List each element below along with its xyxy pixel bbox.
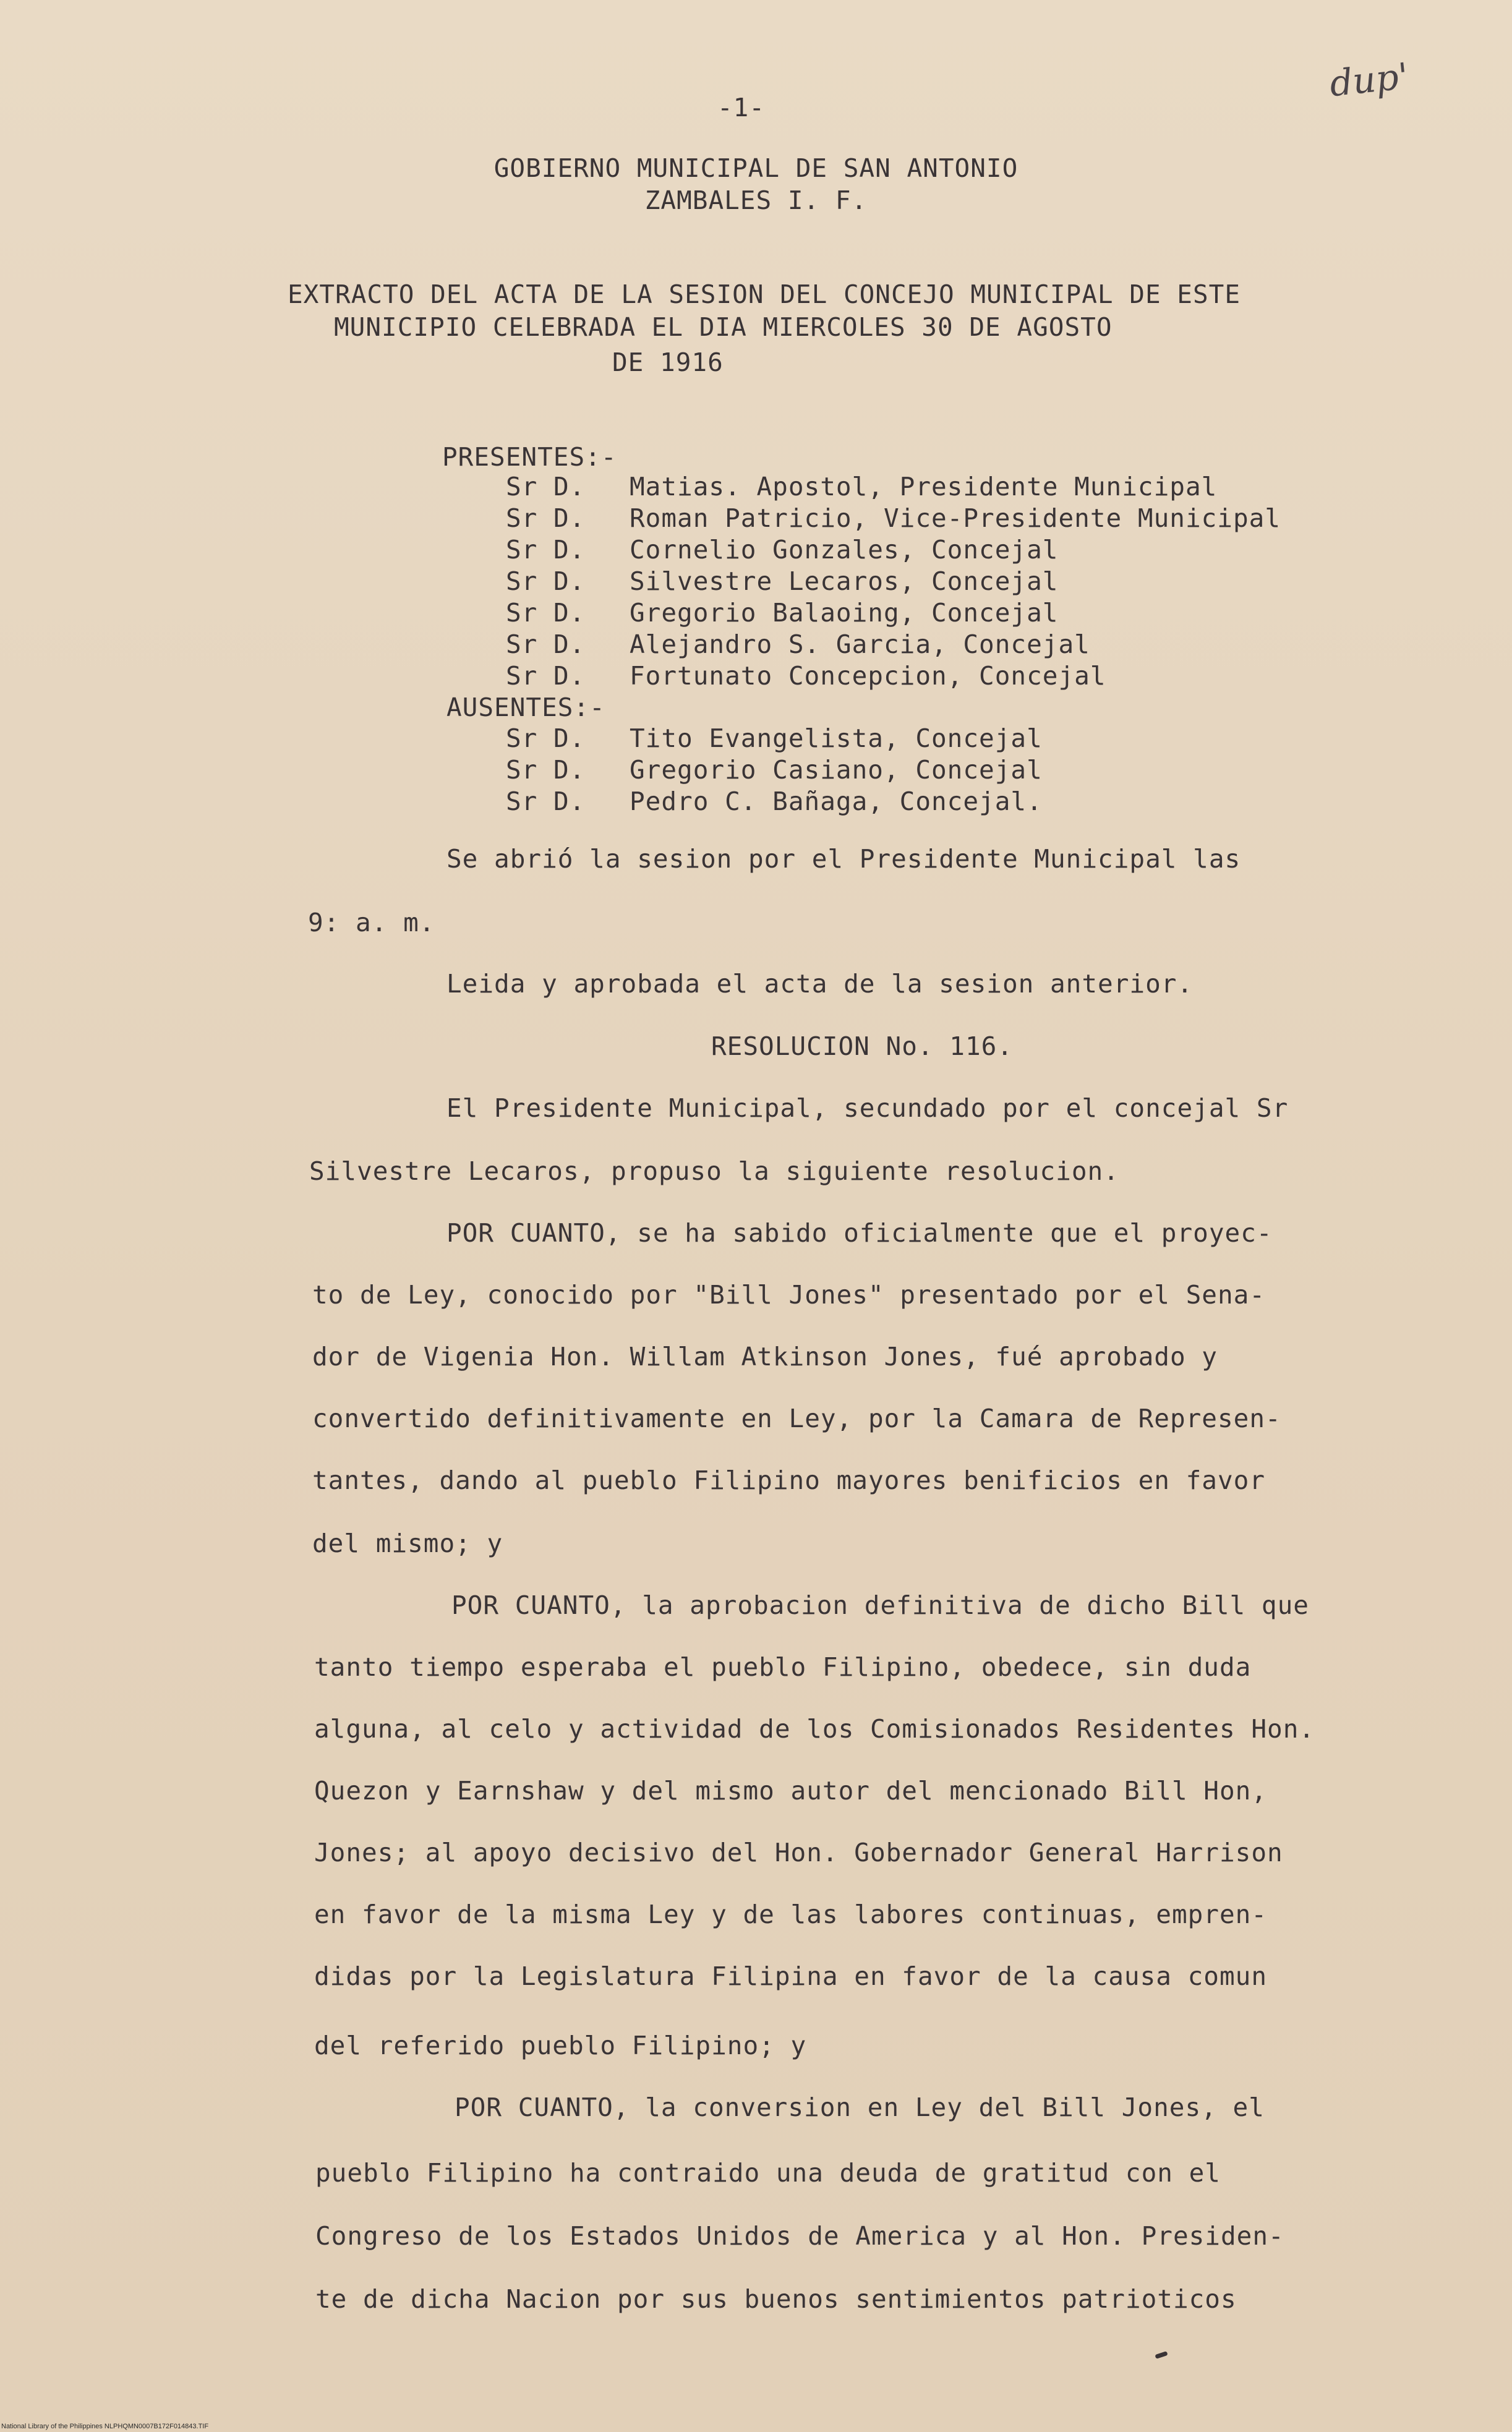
title-line-3: DE 1916 [612,348,724,377]
present-heading: PRESENTES:- [442,442,617,472]
body-line: del referido pueblo Filipino; y [314,2031,807,2060]
body-line: POR CUANTO, se ha sabido oficialmente que el proyec- [446,1218,1273,1248]
body-line: POR CUANTO, la aprobacion definitiva de dicho Bill que [451,1590,1309,1620]
attendee-entry: Fortunato Concepcion, Concejal [630,661,1106,691]
attendee-title: Sr D. [506,661,586,691]
body-line: convertido definitivamente en Ley, por la Camara de Represen- [312,1404,1281,1433]
attendee-entry: Matias. Apostol, Presidente Municipal [630,472,1218,501]
body-line: POR CUANTO, la conversion en Ley del Bill Jones, el [455,2093,1265,2122]
body-line: didas por la Legislatura Filipina en favor de la causa comun [314,1961,1268,1991]
body-line: Quezon y Earnshaw y del mismo autor del mencionado Bill Hon, [314,1776,1268,1806]
archive-footer: National Library of the Philippines NLPHQMN0007B172F014843.TIF [1,2423,209,2430]
attendee-title: Sr D. [506,472,586,501]
title-line-2: MUNICIPIO CELEBRADA EL DIA MIERCOLES 30 DE AGOSTO [334,312,1113,342]
body-line: del mismo; y [312,1529,503,1558]
attendee-entry: Silvestre Lecaros, Concejal [630,566,1059,596]
attendee-entry: Alejandro S. Garcia, Concejal [630,629,1090,659]
handwritten-annotation: dup' [1327,54,1411,105]
body-line: alguna, al celo y actividad de los Comisionados Residentes Hon. [314,1714,1315,1744]
session-opening-line-1: Se abrió la sesion por el Presidente Municipal las [446,844,1241,874]
body-line: to de Ley, conocido por "Bill Jones" presentado por el Sena- [312,1280,1266,1310]
absentee-entry: Tito Evangelista, Concejal [630,723,1043,753]
body-line: tanto tiempo esperaba el pueblo Filipino, obedece, sin duda [314,1652,1252,1682]
ink-mark [1155,2351,1168,2359]
body-line: El Presidente Municipal, secundado por el concejal Sr [446,1093,1289,1123]
attendee-entry: Cornelio Gonzales, Concejal [630,535,1059,565]
body-line: dor de Vigenia Hon. Willam Atkinson Jones, fué aprobado y [312,1342,1218,1372]
attendee-entry: Roman Patricio, Vice-Presidente Municipal [630,503,1281,533]
body-line: Silvestre Lecaros, propuso la siguiente resolucion. [309,1156,1119,1186]
absentee-entry: Pedro C. Bañaga, Concejal. [630,787,1043,816]
header-province: ZAMBALES I. F. [644,186,868,215]
body-line: en favor de la misma Ley y de las labores continuas, empren- [314,1900,1268,1929]
attendee-title: Sr D. [506,566,586,596]
body-line: Congreso de los Estados Unidos de America y al Hon. Presiden- [315,2221,1284,2251]
session-opening-line-2: 9: a. m. [308,908,435,937]
absentee-title: Sr D. [506,723,586,753]
body-line: pueblo Filipino ha contraido una deuda de gratitud con el [315,2158,1221,2188]
body-line: Jones; al apoyo decisivo del Hon. Gobernador General Harrison [314,1838,1283,1867]
body-line: te de dicha Nacion por sus buenos sentimientos patrioticos [315,2284,1237,2314]
header-municipality: GOBIERNO MUNICIPAL DE SAN ANTONIO [493,153,1019,183]
page-number: -1- [717,93,766,122]
attendee-entry: Gregorio Balaoing, Concejal [630,598,1059,628]
attendee-title: Sr D. [506,629,586,659]
attendee-title: Sr D. [506,535,586,565]
absent-heading: AUSENTES:- [446,693,605,722]
absentee-entry: Gregorio Casiano, Concejal [630,755,1043,785]
minutes-approved: Leida y aprobada el acta de la sesion anterior. [446,969,1194,999]
attendee-title: Sr D. [506,503,586,533]
resolution-title: RESOLUCION No. 116. [711,1031,1013,1061]
absentee-title: Sr D. [506,755,586,785]
title-line-1: EXTRACTO DEL ACTA DE LA SESION DEL CONCEJO MUNICIPAL DE ESTE [288,279,1241,309]
body-line: tantes, dando al pueblo Filipino mayores benificios en favor [312,1466,1266,1495]
absentee-title: Sr D. [506,787,586,816]
attendee-title: Sr D. [506,598,586,628]
